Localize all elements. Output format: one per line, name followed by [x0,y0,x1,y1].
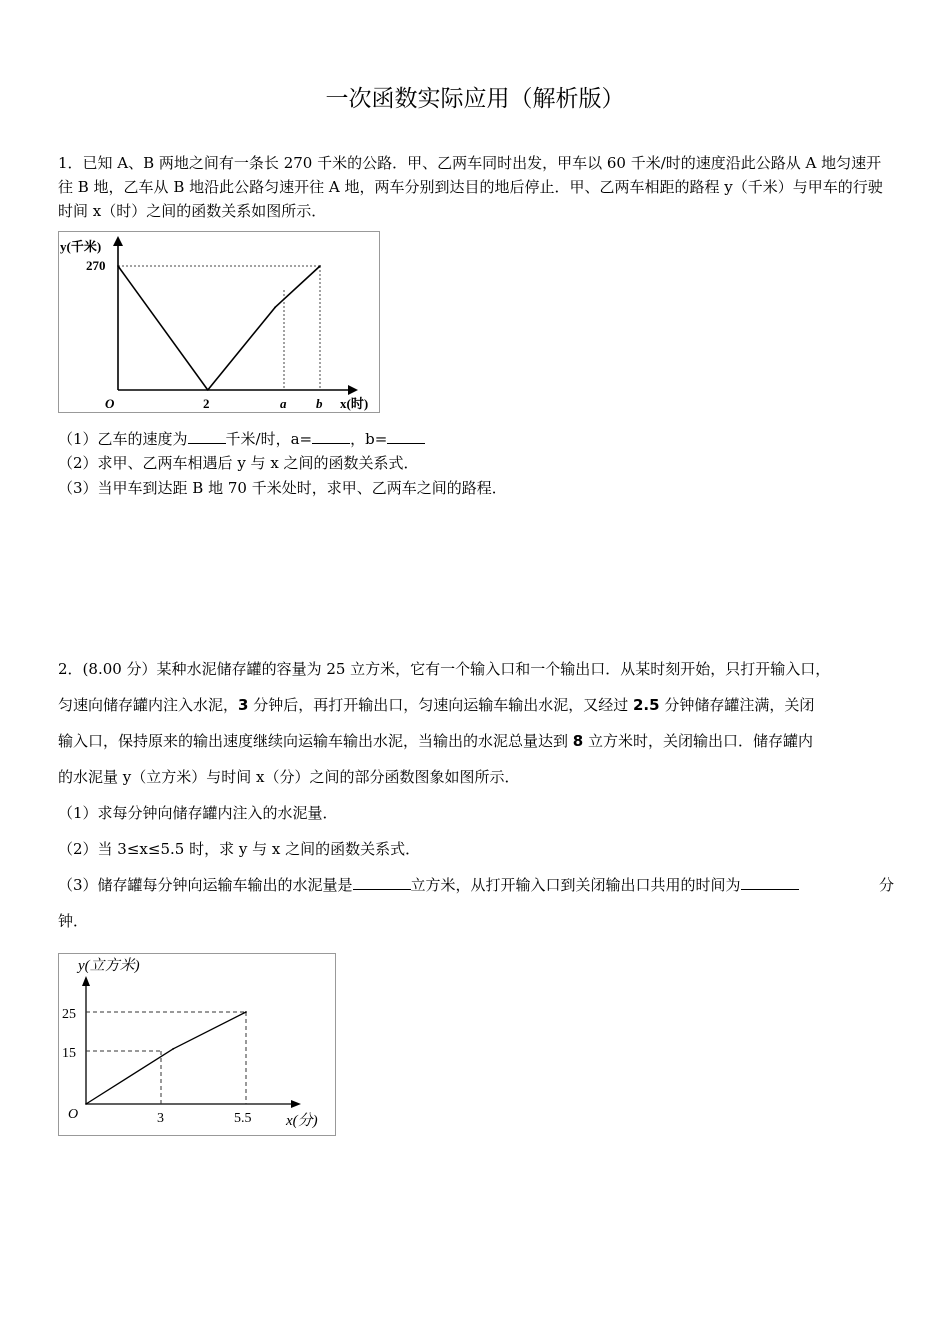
blank-b[interactable] [387,429,425,444]
q2-xtick-3: 3 [157,1111,164,1126]
q1-figure [58,231,380,417]
q2-ylabel: y(立方米) [78,958,140,974]
q2-line1: 2．(8.00 分）某种水泥储存罐的容量为 25 立方米，它有一个输入口和一个输出口．从某时刻开始，只打开输入口， [58,660,831,678]
q2-line4: 的水泥量 y（立方米）与时间 x（分）之间的部分函数图象如图所示． [58,768,520,786]
q1-line-point-3 [319,265,321,267]
q2-line-point-0 [85,1103,87,1105]
q2-line2: 匀速向储存罐内注入水泥，3 分钟后，再打开输出口，匀速向运输车输出水泥，又经过 2.5 分钟储存罐注满，关闭 [58,696,815,714]
q1-origin: O [105,396,115,411]
q1-ylabel: y(千米) [60,239,102,254]
blank-output-rate[interactable] [353,875,411,890]
q1-xtick-2: 2 [203,396,210,411]
q1-chart-frame [59,232,380,413]
q1-xtick-b: b [316,396,323,411]
q2-line3: 输入口，保持原来的输出速度继续向运输车输出水泥，当输出的水泥总量达到 8 立方米时，关闭输出口．储存罐内 [58,732,813,750]
q1-ytick-270: 270 [86,258,106,273]
q1-sub1: （1）乙车的速度为 千米/时，a= ，b= [58,428,894,449]
blank-total-time[interactable] [741,875,799,890]
q2-ytick-25: 25 [62,1007,76,1022]
blank-a[interactable] [312,429,350,444]
q1-chart [58,231,380,413]
q2-ytick-15: 15 [62,1046,76,1061]
q2-line-point-1 [172,1048,174,1050]
q1-line-point-1 [207,389,209,391]
q2-sub3: （3）储存罐每分钟向运输车输出的水泥量是 立方米，从打开输入口到关闭输出口共用的时间为 分 [58,876,894,894]
q1-xlabel: x(时) [340,396,369,411]
q2-xlabel: x(分) [286,1113,318,1129]
q2-text [58,651,894,939]
q2-figure [58,953,336,1140]
q1-line-point-0 [117,265,119,267]
q2-origin: O [68,1107,79,1122]
q2-sub3-cont: 钟． [58,912,89,930]
q1-sub2: （2）求甲、乙两车相遇后 y 与 x 之间的函数关系式． [58,454,419,472]
page-title: 一次函数实际应用（解析版） [325,86,625,112]
q2-chart-frame [59,954,336,1136]
blank-speed[interactable] [188,429,226,444]
q2-sub2: （2）当 3≤x≤5.5 时，求 y 与 x 之间的函数关系式． [58,840,421,858]
q2-xtick-55: 5.5 [234,1111,252,1126]
q1-sub3: （3）当甲车到达距 B 地 70 千米处时，求甲、乙两车之间的路程． [58,479,507,497]
q1-text: 1．已知 A、B 两地之间有一条长 270 千米的公路．甲、乙两车同时出发，甲车以 60 千米/时的速度沿此公路从 A 地匀速开往 B 地，乙车从 B 地沿此公路匀速开往 A 地，两车分别到达目的地后停止．甲、乙两车相距的路程 y（千米）与甲车的行驶时间 x（时）之间的函数关系如图所示． [58,154,883,220]
q2-line-point-2 [245,1011,247,1013]
q2-chart [58,953,336,1136]
q2-sub1: （1）求每分钟向储存罐内注入的水泥量． [58,804,338,822]
q1-line-point-2 [274,306,276,308]
q1-xtick-a: a [280,396,287,411]
